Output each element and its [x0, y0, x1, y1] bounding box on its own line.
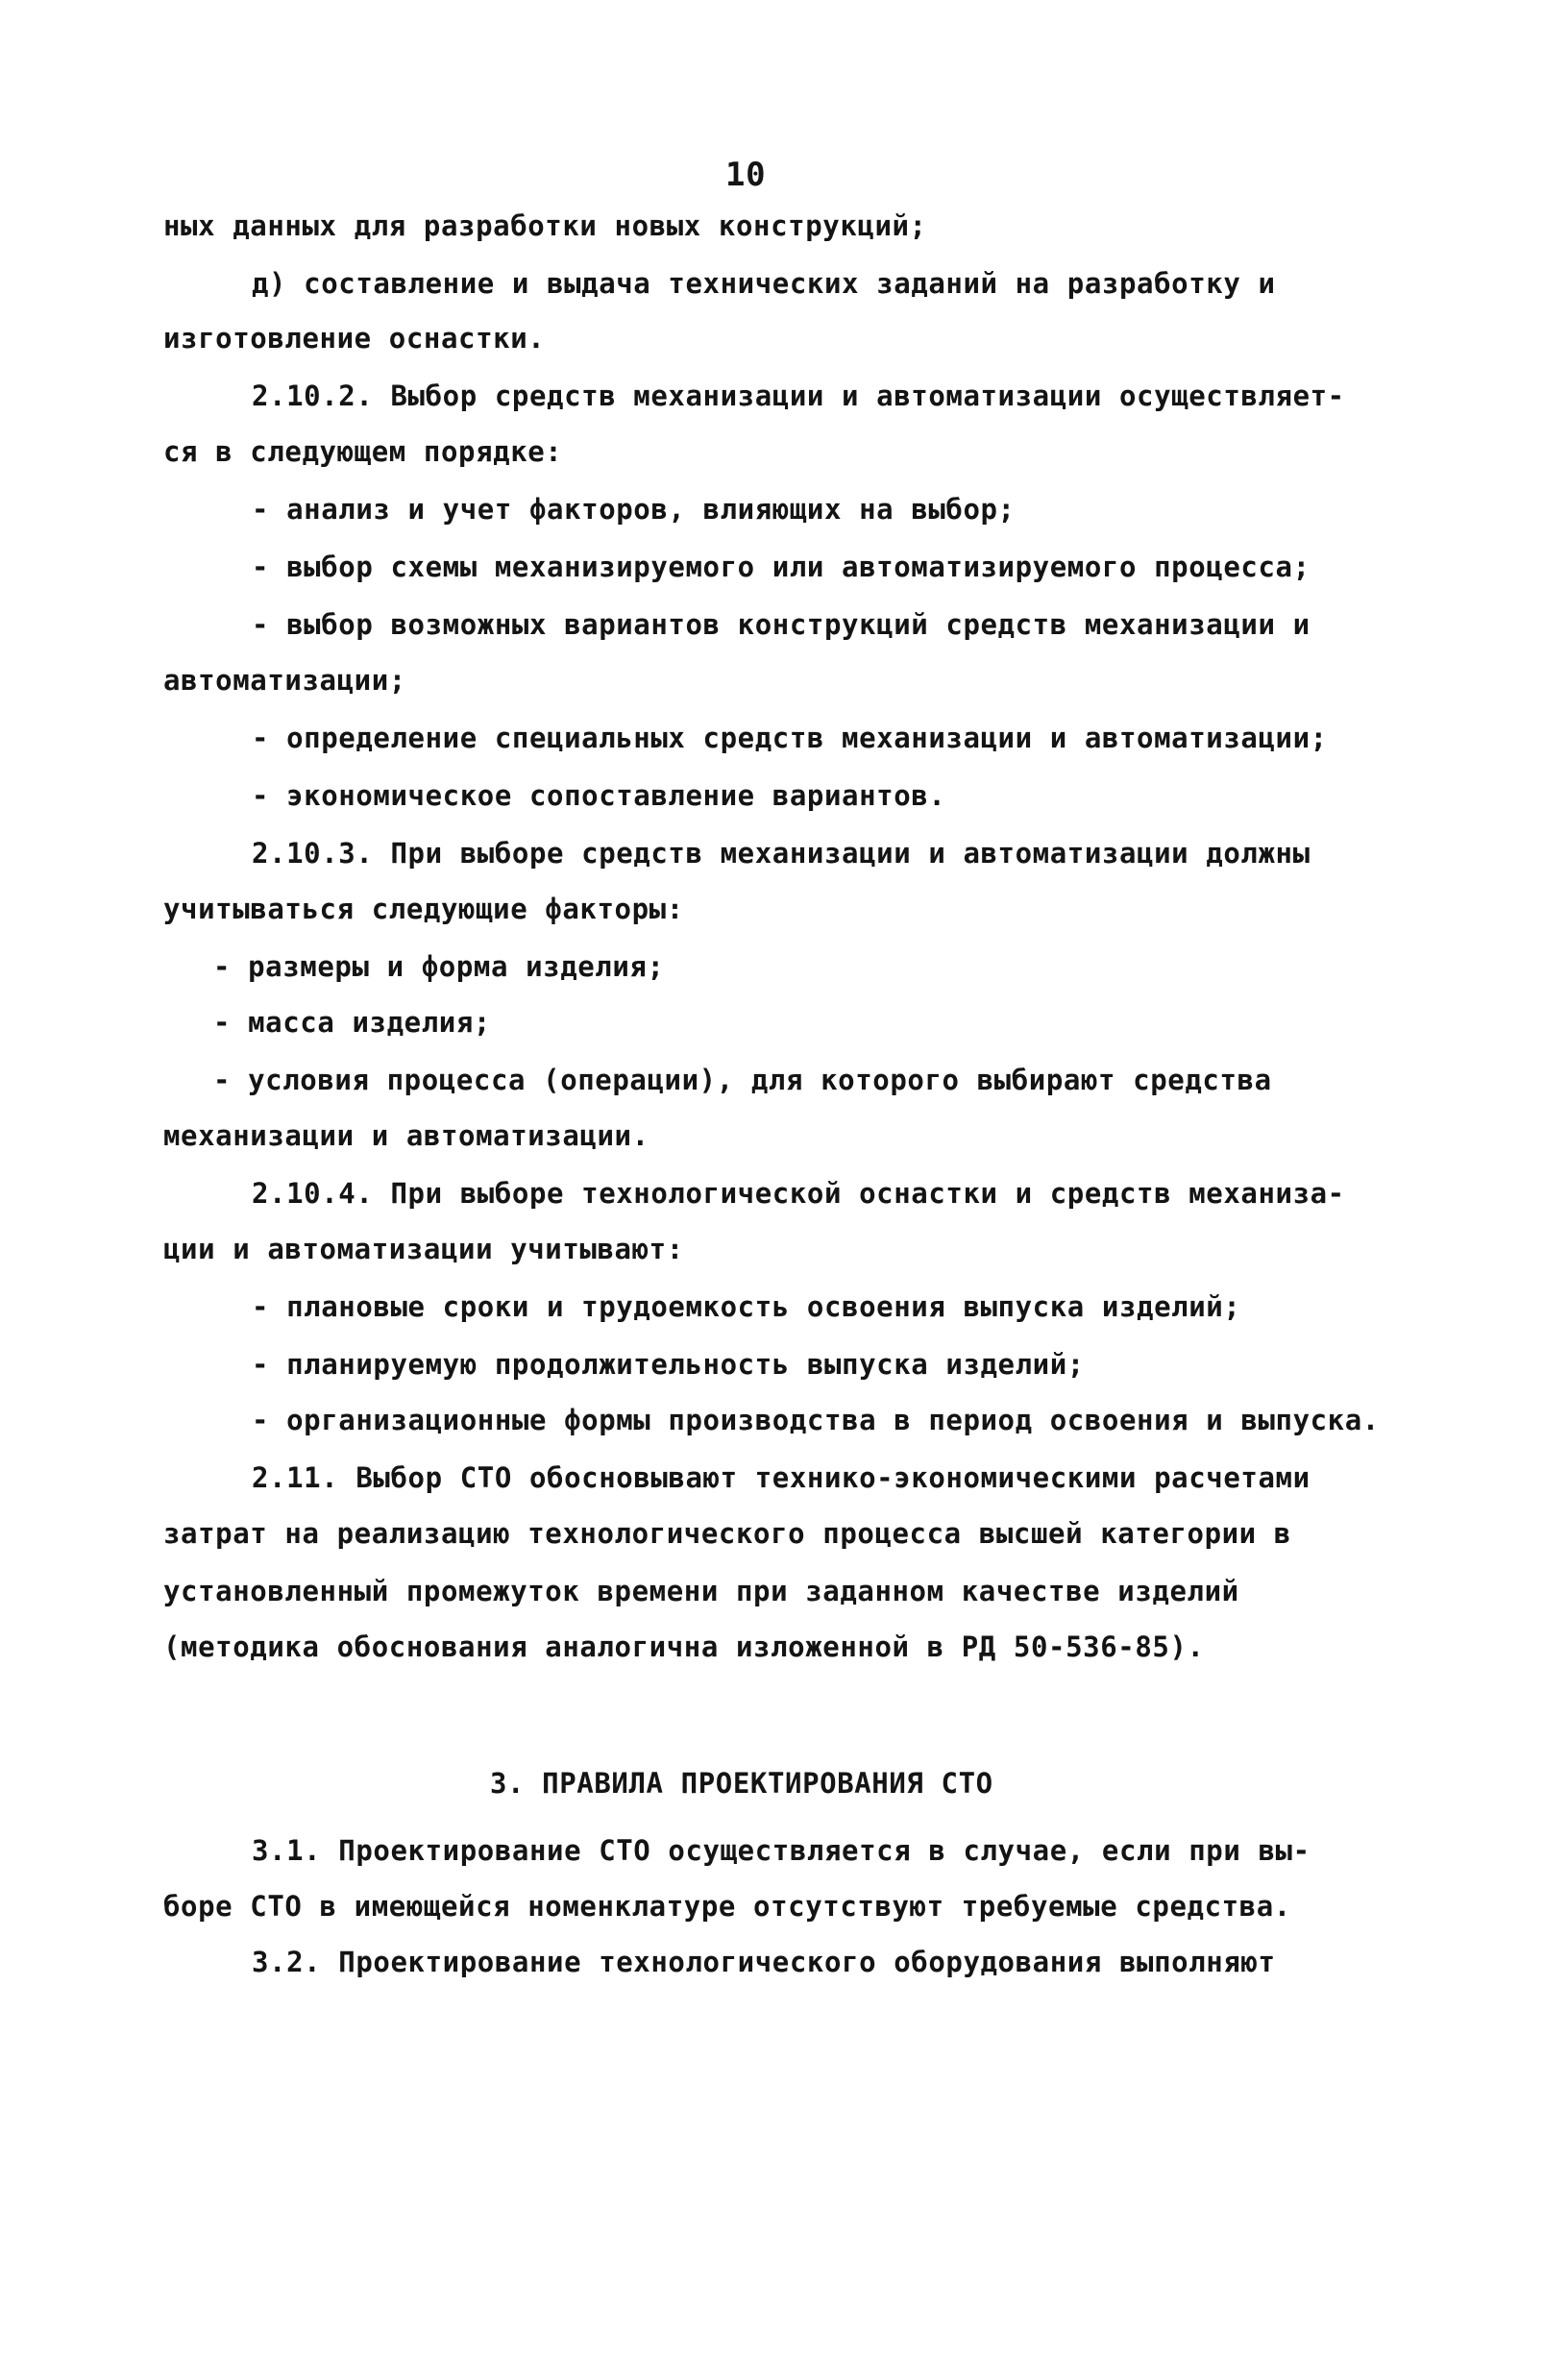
text-line: - масса изделия;	[213, 1006, 491, 1039]
text-line: - выбор возможных вариантов конструкций средств механизации и	[252, 608, 1311, 641]
text-line: 2.10.2. Выбор средств механизации и автоматизации осуществляет-	[252, 380, 1345, 412]
text-line: 3.2. Проектирование технологического оборудования выполняют	[252, 1946, 1276, 1978]
text-line: автоматизации;	[163, 664, 406, 697]
page-number: 10	[725, 156, 767, 194]
text-line: - плановые сроки и трудоемкость освоения выпуска изделий;	[252, 1290, 1241, 1323]
text-line: (методика обоснования аналогична изложенной в РД 50-536-85).	[163, 1630, 1205, 1663]
text-line: изготовление оснастки.	[163, 322, 546, 355]
text-line: - размеры и форма изделия;	[213, 950, 665, 983]
text-line: боре СТО в имеющейся номенклатуре отсутствуют требуемые средства.	[163, 1890, 1291, 1923]
text-line: - планируемую продолжительность выпуска изделий;	[252, 1348, 1085, 1381]
text-line: д) составление и выдача технических заданий на разработку и	[252, 267, 1276, 300]
text-line: ся в следующем порядке:	[163, 435, 563, 468]
text-line: 2.11. Выбор СТО обосновывают технико-экономическими расчетами	[252, 1461, 1311, 1494]
text-line: установленный промежуток времени при заданном качестве изделий	[163, 1575, 1239, 1607]
text-line: - экономическое сопоставление вариантов.	[252, 779, 946, 812]
section-heading: 3. ПРАВИЛА ПРОЕКТИРОВАНИЯ СТО	[490, 1767, 993, 1800]
text-line: - определение специальных средств механизации и автоматизации;	[252, 722, 1328, 754]
text-line: - условия процесса (операции), для которого выбирают средства	[213, 1064, 1272, 1096]
text-line: 3.1. Проектирование СТО осуществляется в случае, если при вы-	[252, 1834, 1311, 1867]
text-line: затрат на реализацию технологического процесса высшей категории в	[163, 1517, 1291, 1550]
text-line: 2.10.4. При выборе технологической оснастки и средств механиза-	[252, 1177, 1345, 1210]
text-line: ных данных для разработки новых конструкций;	[163, 209, 927, 242]
text-line: ции и автоматизации учитывают:	[163, 1233, 684, 1265]
text-line: механизации и автоматизации.	[163, 1119, 649, 1152]
text-line: учитываться следующие факторы:	[163, 893, 684, 925]
text-line: - анализ и учет факторов, влияющих на выбор;	[252, 493, 1016, 526]
text-line: - выбор схемы механизируемого или автоматизируемого процесса;	[252, 551, 1311, 583]
text-line: - организационные формы производства в период освоения и выпуска.	[252, 1404, 1380, 1436]
text-line: 2.10.3. При выборе средств механизации и автоматизации должны	[252, 837, 1311, 870]
